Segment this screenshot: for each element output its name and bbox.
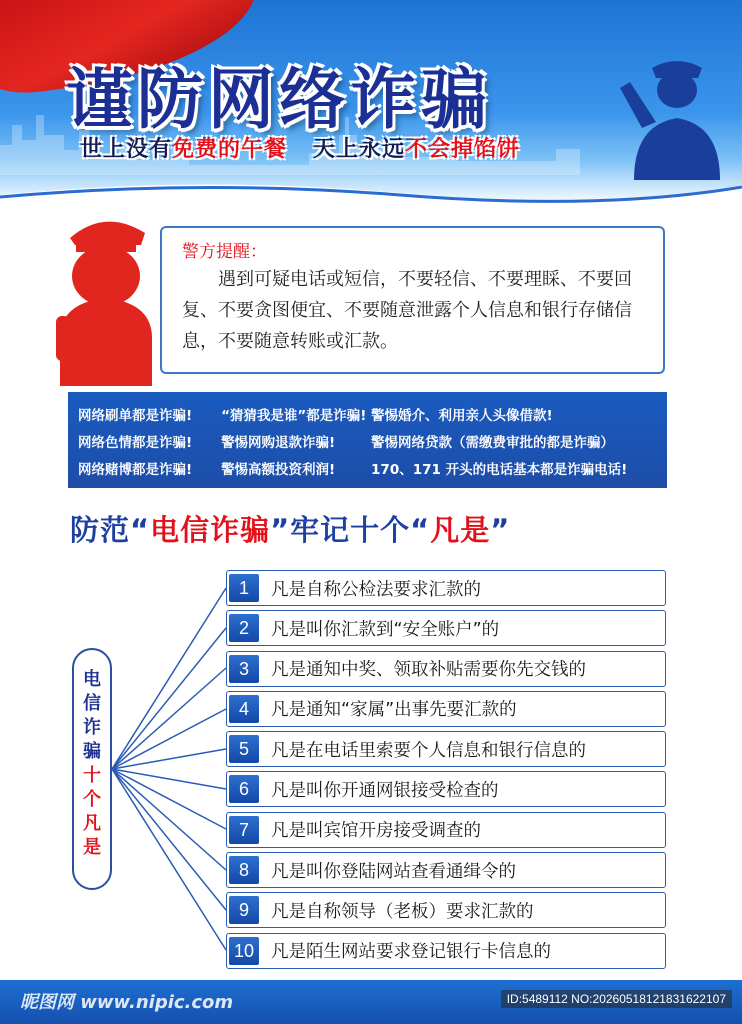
page-subtitle	[80, 132, 520, 163]
subtitle-highlight2: 不会掉馅饼	[405, 137, 521, 162]
header-banner	[0, 0, 742, 205]
item-number: 5	[229, 735, 259, 763]
saluting-officer-icon	[602, 50, 742, 180]
heading-part1: 防范“	[70, 513, 151, 547]
badge-char: 骗	[83, 741, 101, 762]
item-text: 凡是叫宾馆开房接受调查的	[271, 821, 481, 842]
item-number: 9	[229, 896, 259, 924]
item-text: 凡是自称领导（老板）要求汇款的	[271, 901, 534, 922]
page-title: 谨防网络诈骗	[66, 61, 492, 138]
badge-char: 诈	[83, 717, 101, 738]
notice-item: 警惕婚介、利用亲人头像借款!	[371, 407, 553, 424]
rules-list	[226, 570, 666, 973]
reminder-title: 警方提醒：	[182, 242, 267, 262]
item-number: 3	[229, 655, 259, 683]
notice-item: 网络刷单都是诈骗!	[78, 407, 193, 424]
fraud-notice-box	[68, 392, 667, 488]
police-officer-icon	[50, 198, 160, 386]
subtitle-part2: 天上永远	[313, 137, 406, 162]
notice-row	[78, 454, 667, 481]
notice-item: 170、171 开头的电话基本都是诈骗电话!	[371, 461, 628, 478]
list-item	[226, 771, 666, 807]
section-heading	[70, 508, 510, 549]
list-item	[226, 812, 666, 848]
badge-char: 是	[83, 837, 101, 858]
notice-item: 警惕高额投资利润!	[221, 461, 336, 478]
list-item	[226, 651, 666, 687]
footer-bar	[0, 980, 742, 1024]
badge-char: 信	[83, 693, 101, 714]
item-number: 1	[229, 574, 259, 602]
reminder-body: 遇到可疑电话或短信，不要轻信、不要理睬、不要回复、不要贪图便宜、不要随意泄露个人信息和银行存储信息，不要随意转账或汇款。	[182, 269, 632, 352]
heading-part3: ”	[490, 513, 511, 547]
item-text: 凡是自称公检法要求汇款的	[271, 579, 481, 600]
heading-highlight1: 电信诈骗	[150, 513, 271, 547]
item-number: 8	[229, 856, 259, 884]
item-text: 凡是在电话里索要个人信息和银行信息的	[271, 740, 586, 761]
badge-char: 十	[83, 765, 101, 786]
notice-item: 警惕网络贷款（需缴费审批的都是诈骗）	[371, 434, 615, 451]
notice-row	[78, 427, 667, 454]
list-item	[226, 691, 666, 727]
list-item	[226, 933, 666, 969]
item-text: 凡是通知中奖、领取补贴需要你先交钱的	[271, 660, 586, 681]
heading-part2: ”牢记十个“	[270, 513, 431, 547]
notice-row	[78, 400, 667, 427]
item-text: 凡是陌生网站要求登记银行卡信息的	[271, 942, 551, 963]
ten-rules-badge	[72, 648, 112, 890]
subtitle-part1: 世上没有	[80, 137, 173, 162]
notice-item: “猜猜我是谁”都是诈骗!	[221, 407, 367, 424]
item-number: 4	[229, 695, 259, 723]
notice-item: 网络赌博都是诈骗!	[78, 461, 193, 478]
badge-char: 电	[83, 669, 101, 690]
item-text: 凡是叫你登陆网站查看通缉令的	[271, 861, 516, 882]
notice-item: 网络色情都是诈骗!	[78, 434, 193, 451]
list-item	[226, 570, 666, 606]
list-item	[226, 892, 666, 928]
item-text: 凡是叫你汇款到“安全账户”的	[271, 619, 500, 640]
list-item	[226, 610, 666, 646]
image-id-label: ID:5489112 NO:20260518121831622107	[501, 990, 732, 1008]
watermark: 昵图网 www.nipic.com	[20, 992, 234, 1013]
heading-highlight2: 凡是	[430, 513, 491, 547]
notice-item: 警惕网购退款诈骗!	[221, 434, 336, 451]
item-text: 凡是通知“家属”出事先要汇款的	[271, 700, 517, 721]
subtitle-highlight1: 免费的午餐	[172, 137, 288, 162]
item-number: 6	[229, 775, 259, 803]
badge-char: 凡	[83, 813, 101, 834]
list-item	[226, 731, 666, 767]
item-number: 2	[229, 614, 259, 642]
item-text: 凡是叫你开通网银接受检查的	[271, 780, 499, 801]
badge-char: 个	[83, 789, 101, 810]
item-number: 10	[229, 937, 259, 965]
item-number: 7	[229, 816, 259, 844]
list-item	[226, 852, 666, 888]
police-reminder-box	[160, 226, 665, 374]
